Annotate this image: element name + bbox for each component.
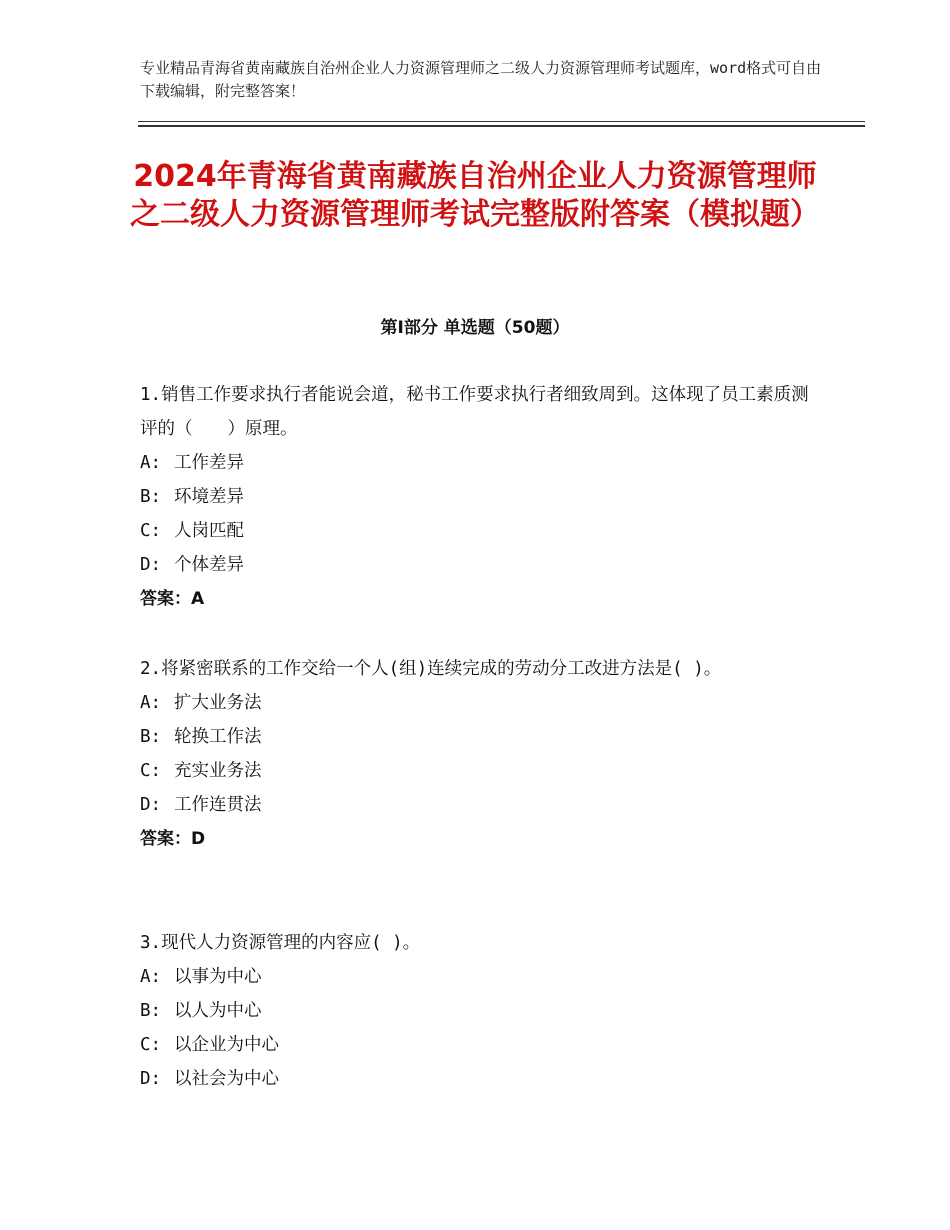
option-d <box>140 548 820 582</box>
question-2 <box>140 652 820 856</box>
option-key: A: <box>140 693 162 713</box>
option-text: 轮换工作法 <box>174 727 262 747</box>
option-text: 工作连贯法 <box>174 795 262 815</box>
option-b <box>140 480 820 514</box>
option-b <box>140 994 820 1028</box>
option-key: D: <box>140 555 162 575</box>
option-key: C: <box>140 521 162 541</box>
option-text: 以社会为中心 <box>174 1069 279 1089</box>
option-d <box>140 1062 820 1096</box>
option-key: B: <box>140 727 162 747</box>
header-rule-thick <box>138 125 865 127</box>
answer: 答案：D <box>140 829 206 849</box>
option-a <box>140 446 820 480</box>
option-text: 扩大业务法 <box>174 693 262 713</box>
header-rule-thin <box>138 121 865 122</box>
section-title: 第Ⅰ部分 单选题（50题） <box>380 318 570 338</box>
option-text: 充实业务法 <box>174 761 262 781</box>
option-key: B: <box>140 1001 162 1021</box>
option-c <box>140 1028 820 1062</box>
question-stem: 2.将紧密联系的工作交给一个人(组)连续完成的劳动分工改进方法是( )。 <box>140 659 722 679</box>
option-text: 人岗匹配 <box>174 521 244 541</box>
option-key: A: <box>140 967 162 987</box>
option-a <box>140 960 820 994</box>
option-d <box>140 788 820 822</box>
question-1 <box>140 378 820 616</box>
option-text: 以人为中心 <box>174 1001 262 1021</box>
question-3 <box>140 926 820 1096</box>
option-b <box>140 720 820 754</box>
option-text: 环境差异 <box>174 487 244 507</box>
option-key: D: <box>140 1069 162 1089</box>
question-stem: 3.现代人力资源管理的内容应( )。 <box>140 933 421 953</box>
option-text: 个体差异 <box>174 555 244 575</box>
option-key: D: <box>140 795 162 815</box>
option-c <box>140 754 820 788</box>
option-key: A: <box>140 453 162 473</box>
option-text: 以事为中心 <box>174 967 262 987</box>
document-title: 2024年青海省黄南藏族自治州企业人力资源管理师之二级人力资源管理师考试完整版附答案（模拟题） <box>130 159 820 232</box>
option-text: 工作差异 <box>174 453 244 473</box>
option-a <box>140 686 820 720</box>
question-stem: 1.销售工作要求执行者能说会道，秘书工作要求执行者细致周到。这体现了员工素质测评的（ ）原理。 <box>140 385 809 439</box>
option-c <box>140 514 820 548</box>
option-text: 以企业为中心 <box>174 1035 279 1055</box>
option-key: C: <box>140 1035 162 1055</box>
option-key: C: <box>140 761 162 781</box>
header-note: 专业精品青海省黄南藏族自治州企业人力资源管理师之二级人力资源管理师考试题库，word格式可自由下载编辑，附完整答案！ <box>140 59 822 100</box>
answer: 答案：A <box>140 589 205 609</box>
option-key: B: <box>140 487 162 507</box>
